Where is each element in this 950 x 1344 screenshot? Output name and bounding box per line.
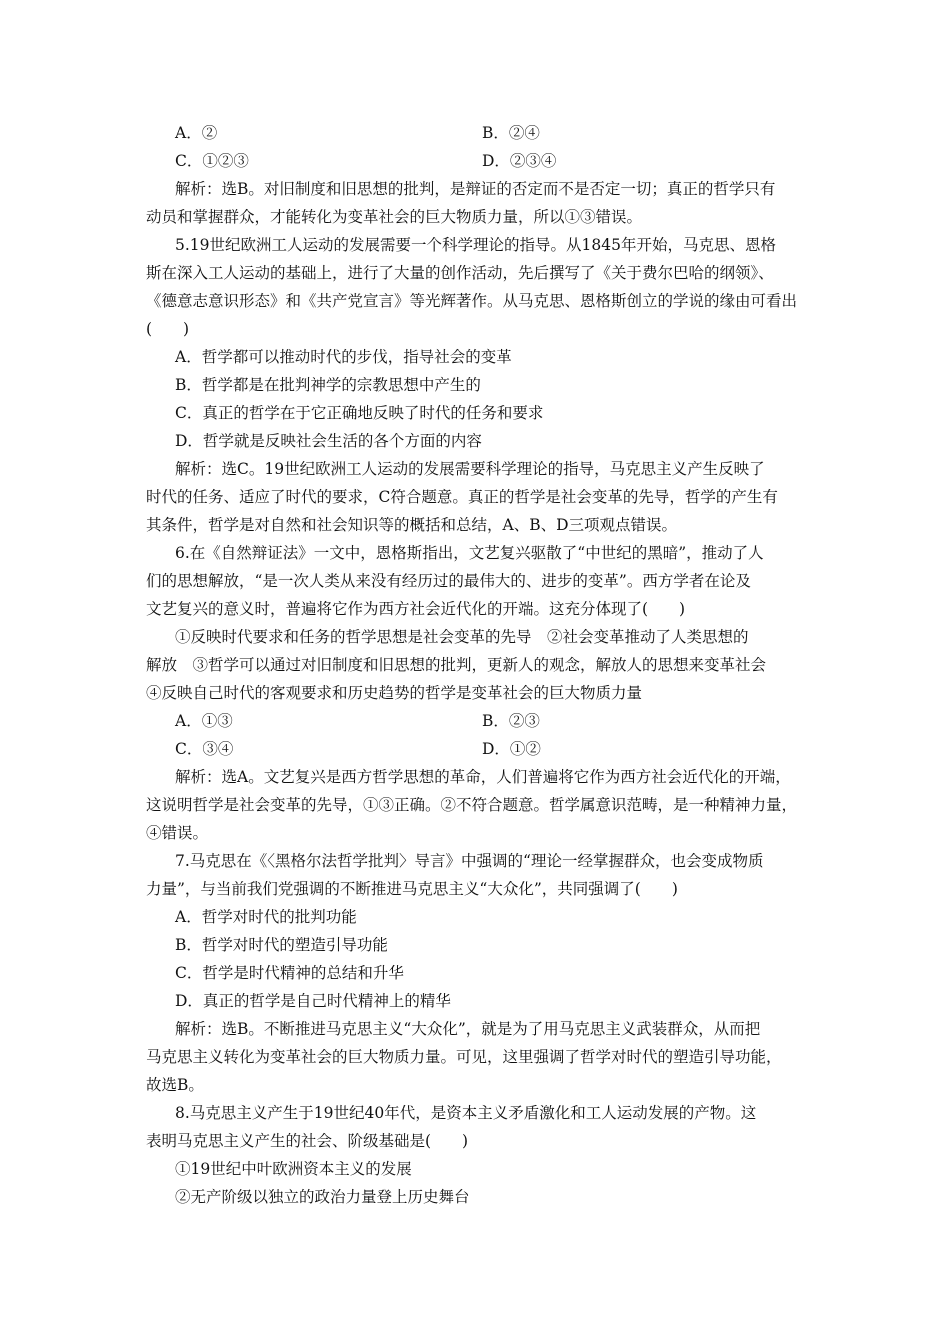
q5-analysis-line: 其条件，哲学是对自然和社会知识等的概括和总结，A、B、D三项观点错误。 [146,516,678,534]
q4-analysis-line: 解析：选B。对旧制度和旧思想的批判，是辩证的否定而不是否定一切；真正的哲学只有 [175,180,776,198]
q5-analysis-line: 时代的任务、适应了时代的要求，C符合题意。真正的哲学是社会变革的先导，哲学的产生有 [146,488,778,506]
q4-option-a: A．② [175,124,218,142]
q4-analysis-line: 动员和掌握群众，才能转化为变革社会的巨大物质力量，所以①③错误。 [146,208,643,226]
q6-stem-line: 6.在《自然辩证法》一文中，恩格斯指出，文艺复兴驱散了“中世纪的黑暗”，推动了人 [175,544,764,562]
q6-item-line: 解放 ③哲学可以通过对旧制度和旧思想的批判，更新人的观念，解放人的思想来变革社会 [146,656,767,674]
q5-stem-line: 斯在深入工人运动的基础上，进行了大量的创作活动，先后撰写了《关于费尔巴哈的纲领》、 [146,264,774,282]
q4-option-c: C．①②③ [175,152,249,170]
q4-option-d: D．②③④ [482,152,557,170]
q8-item-line: ②无产阶级以独立的政治力量登上历史舞台 [175,1188,470,1206]
q7-stem-line: 7.马克思在《〈黑格尔法哲学批判〉导言》中强调的“理论一经掌握群众，也会变成物质 [175,852,764,870]
q6-item-line: ①反映时代要求和任务的哲学思想是社会变革的先导 ②社会变革推动了人类思想的 [175,628,749,646]
q6-option-d: D．①② [482,740,541,758]
q5-answer-blank: ( ) [146,320,190,338]
q7-analysis-line: 解析：选B。不断推进马克思主义“大众化”，就是为了用马克思主义武装群众，从而把 [175,1020,761,1038]
q4-option-b: B．②④ [482,124,540,142]
q8-stem-line: 8.马克思主义产生于19世纪40年代，是资本主义矛盾激化和工人运动发展的产物。这 [175,1104,757,1122]
q7-analysis-line: 故选B。 [146,1076,204,1094]
q6-analysis-line: ④错误。 [146,824,209,842]
q7-analysis-line: 马克思主义转化为变革社会的巨大物质力量。可见，这里强调了哲学对时代的塑造引导功能， [146,1048,782,1066]
q5-option-b: B．哲学都是在批判神学的宗教思想中产生的 [175,376,481,394]
q5-stem-line: 5.19世纪欧洲工人运动的发展需要一个科学理论的指导。从1845年开始，马克思、恩格 [175,236,776,254]
q8-stem-line: 表明马克思主义产生的社会、阶级基础是( ) [146,1132,469,1150]
q5-option-c: C．真正的哲学在于它正确地反映了时代的任务和要求 [175,404,544,422]
q7-option-a: A．哲学对时代的批判功能 [175,908,357,926]
q7-option-d: D．真正的哲学是自己时代精神上的精华 [175,992,451,1010]
q6-analysis-line: 这说明哲学是社会变革的先导，①③正确。②不符合题意。哲学属意识范畴，是一种精神力量， [146,796,798,814]
q7-stem-line: 力量”，与当前我们党强调的不断推进马克思主义“大众化”，共同强调了( ) [146,880,678,898]
q5-analysis-line: 解析：选C。19世纪欧洲工人运动的发展需要科学理论的指导，马克思主义产生反映了 [175,460,765,478]
q6-item-line: ④反映自己时代的客观要求和历史趋势的哲学是变革社会的巨大物质力量 [146,684,643,702]
q8-item-line: ①19世纪中叶欧洲资本主义的发展 [175,1160,412,1178]
q5-option-a: A．哲学都可以推动时代的步伐，指导社会的变革 [175,348,512,366]
q6-analysis-line: 解析：选A。文艺复兴是西方哲学思想的革命，人们普遍将它作为西方社会近代化的开端， [175,768,791,786]
q6-stem-line: 文艺复兴的意义时，普遍将它作为西方社会近代化的开端。这充分体现了( ) [146,600,686,618]
q7-option-c: C．哲学是时代精神的总结和升华 [175,964,404,982]
q7-option-b: B．哲学对时代的塑造引导功能 [175,936,388,954]
q6-option-c: C．③④ [175,740,234,758]
q5-stem-line: 《德意志意识形态》和《共产党宣言》等光辉著作。从马克思、恩格斯创立的学说的缘由可看出 [146,292,798,310]
q6-option-a: A．①③ [175,712,233,730]
q6-stem-line: 们的思想解放，“是一次人类从来没有经历过的最伟大的、进步的变革”。西方学者在论及 [146,572,751,590]
q6-option-b: B．②③ [482,712,540,730]
q5-option-d: D．哲学就是反映社会生活的各个方面的内容 [175,432,482,450]
